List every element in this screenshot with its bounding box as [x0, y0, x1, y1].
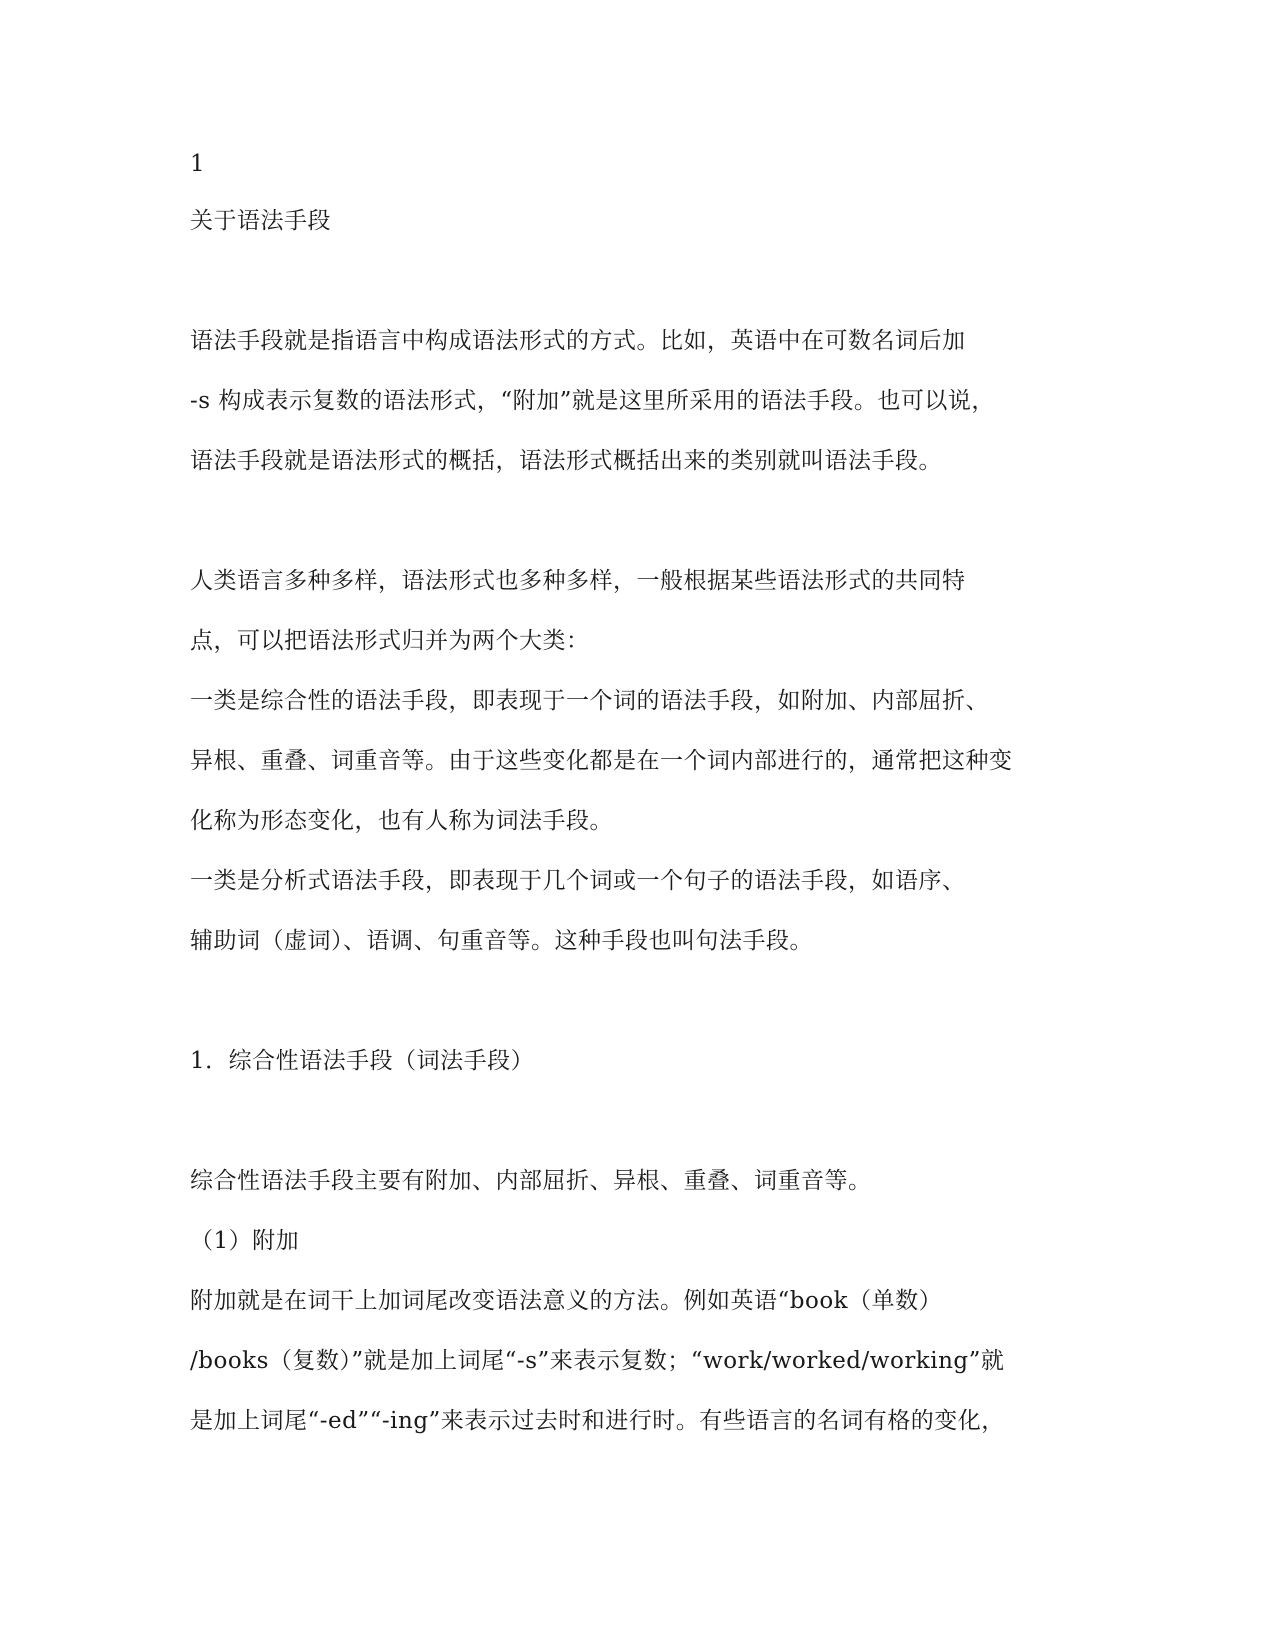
paragraph-line: 异根、重叠、词重音等。由于这些变化都是在一个词内部进行的，通常把这种变: [190, 748, 1013, 774]
section-heading: 1．综合性语法手段（词法手段）: [190, 1048, 535, 1074]
document-title: 关于语法手段: [190, 208, 331, 234]
paragraph-line: /books（复数）”就是加上词尾“-s”来表示复数；“work/worked/working”就: [190, 1348, 1005, 1374]
subsection-heading: （1）附加: [190, 1228, 300, 1254]
page-number: 1: [190, 151, 206, 177]
paragraph-line: 语法手段就是语法形式的概括，语法形式概括出来的类别就叫语法手段。: [190, 448, 942, 474]
paragraph-line: 附加就是在词干上加词尾改变语法意义的方法。例如英语“book（单数）: [190, 1288, 943, 1314]
paragraph-line: 点，可以把语法形式归并为两个大类：: [190, 628, 590, 654]
paragraph-line: 综合性语法手段主要有附加、内部屈折、异根、重叠、词重音等。: [190, 1168, 872, 1194]
paragraph-line: -s 构成表示复数的语法形式，“附加”就是这里所采用的语法手段。也可以说，: [190, 388, 995, 414]
paragraph-line: 一类是综合性的语法手段，即表现于一个词的语法手段，如附加、内部屈折、: [190, 688, 989, 714]
paragraph-line: 语法手段就是指语言中构成语法形式的方式。比如，英语中在可数名词后加: [190, 328, 966, 354]
paragraph-line: 人类语言多种多样，语法形式也多种多样，一般根据某些语法形式的共同特: [190, 568, 966, 594]
paragraph-line: 辅助词（虚词）、语调、句重音等。这种手段也叫句法手段。: [190, 928, 813, 954]
paragraph-line: 一类是分析式语法手段，即表现于几个词或一个句子的语法手段，如语序、: [190, 868, 966, 894]
paragraph-line: 化称为形态变化，也有人称为词法手段。: [190, 808, 613, 834]
paragraph-line: 是加上词尾“-ed”“-ing”来表示过去时和进行时。有些语言的名词有格的变化，: [190, 1408, 1005, 1434]
